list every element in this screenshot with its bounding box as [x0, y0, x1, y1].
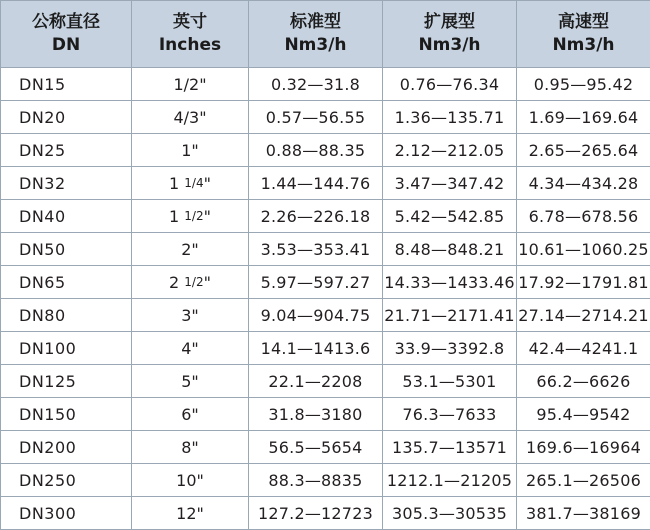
inch-main: 1/2	[173, 75, 199, 94]
cell-standard-type: 1.44—144.76	[249, 167, 383, 200]
inch-unit: "	[191, 372, 198, 391]
header-extended-type-line2: Nm3/h	[383, 34, 516, 57]
inch-fraction: 1/4	[184, 176, 203, 190]
cell-nominal-diameter: DN20	[1, 101, 132, 134]
cell-standard-type: 0.57—56.55	[249, 101, 383, 134]
inch-main: 2	[181, 240, 191, 259]
cell-inches	[132, 497, 249, 530]
inch-unit: "	[197, 471, 204, 490]
header-standard-type	[249, 1, 383, 68]
table-row	[1, 497, 650, 530]
inch-unit: "	[191, 306, 198, 325]
header-extended-type-line1: 扩展型	[383, 11, 516, 34]
table-row	[1, 398, 650, 431]
cell-high-speed-type: 95.4—9542	[517, 398, 650, 431]
cell-inches	[132, 101, 249, 134]
cell-inches	[132, 299, 249, 332]
header-inches-line1: 英寸	[132, 11, 248, 34]
inch-main: 2	[169, 273, 179, 292]
inch-main: 12	[176, 504, 196, 523]
header-high-speed-type-line1: 高速型	[517, 11, 650, 34]
cell-high-speed-type: 381.7—38169	[517, 497, 650, 530]
cell-standard-type: 56.5—5654	[249, 431, 383, 464]
header-high-speed-type	[517, 1, 650, 68]
cell-inches	[132, 200, 249, 233]
cell-standard-type: 127.2—12723	[249, 497, 383, 530]
table-row	[1, 167, 650, 200]
cell-nominal-diameter: DN150	[1, 398, 132, 431]
inch-unit: "	[191, 438, 198, 457]
cell-extended-type: 135.7—13571	[383, 431, 517, 464]
inch-unit: "	[204, 273, 211, 292]
cell-extended-type: 14.33—1433.46	[383, 266, 517, 299]
cell-nominal-diameter: DN250	[1, 464, 132, 497]
cell-inches	[132, 464, 249, 497]
cell-extended-type: 5.42—542.85	[383, 200, 517, 233]
cell-high-speed-type: 6.78—678.56	[517, 200, 650, 233]
header-nominal-diameter	[1, 1, 132, 68]
cell-nominal-diameter: DN125	[1, 365, 132, 398]
cell-nominal-diameter: DN65	[1, 266, 132, 299]
inch-main: 8	[181, 438, 191, 457]
cell-extended-type: 1.36—135.71	[383, 101, 517, 134]
inch-unit: "	[197, 504, 204, 523]
cell-standard-type: 0.32—31.8	[249, 68, 383, 101]
inch-main: 5	[181, 372, 191, 391]
inch-fraction: 1/2	[184, 275, 203, 289]
inch-unit: "	[191, 405, 198, 424]
cell-standard-type: 0.88—88.35	[249, 134, 383, 167]
cell-extended-type: 8.48—848.21	[383, 233, 517, 266]
header-nominal-diameter-line1: 公称直径	[1, 11, 131, 34]
cell-extended-type: 1212.1—21205	[383, 464, 517, 497]
inch-fraction: 1/2	[184, 209, 203, 223]
table-row	[1, 200, 650, 233]
cell-extended-type: 76.3—7633	[383, 398, 517, 431]
header-standard-type-line1: 标准型	[249, 11, 382, 34]
inch-unit: "	[204, 174, 211, 193]
cell-nominal-diameter: DN40	[1, 200, 132, 233]
cell-nominal-diameter: DN50	[1, 233, 132, 266]
table-row	[1, 134, 650, 167]
inch-unit: "	[204, 207, 211, 226]
cell-nominal-diameter: DN80	[1, 299, 132, 332]
cell-high-speed-type: 169.6—16964	[517, 431, 650, 464]
header-inches-line2: Inches	[132, 34, 248, 57]
cell-standard-type: 22.1—2208	[249, 365, 383, 398]
cell-nominal-diameter: DN300	[1, 497, 132, 530]
inch-main: 1	[169, 174, 179, 193]
cell-nominal-diameter: DN15	[1, 68, 132, 101]
cell-standard-type: 3.53—353.41	[249, 233, 383, 266]
header-standard-type-line2: Nm3/h	[249, 34, 382, 57]
cell-extended-type: 0.76—76.34	[383, 68, 517, 101]
cell-high-speed-type: 4.34—434.28	[517, 167, 650, 200]
cell-extended-type: 3.47—347.42	[383, 167, 517, 200]
cell-extended-type: 53.1—5301	[383, 365, 517, 398]
inch-main: 1	[169, 207, 179, 226]
header-nominal-diameter-line2: DN	[1, 34, 131, 57]
inch-main: 1	[181, 141, 191, 160]
inch-unit: "	[191, 141, 198, 160]
inch-unit: "	[191, 240, 198, 259]
cell-standard-type: 9.04—904.75	[249, 299, 383, 332]
cell-high-speed-type: 17.92—1791.81	[517, 266, 650, 299]
cell-inches	[132, 68, 249, 101]
inch-main: 10	[176, 471, 196, 490]
cell-standard-type: 14.1—1413.6	[249, 332, 383, 365]
header-row	[1, 1, 650, 68]
cell-nominal-diameter: DN200	[1, 431, 132, 464]
table-row	[1, 431, 650, 464]
table-row	[1, 464, 650, 497]
cell-high-speed-type: 42.4—4241.1	[517, 332, 650, 365]
cell-inches	[132, 431, 249, 464]
cell-inches	[132, 398, 249, 431]
table-row	[1, 101, 650, 134]
table-header	[1, 1, 650, 68]
inch-main: 4	[181, 339, 191, 358]
cell-high-speed-type: 1.69—169.64	[517, 101, 650, 134]
cell-inches	[132, 167, 249, 200]
header-inches	[132, 1, 249, 68]
header-high-speed-type-line2: Nm3/h	[517, 34, 650, 57]
inch-main: 4/3	[173, 108, 199, 127]
cell-nominal-diameter: DN25	[1, 134, 132, 167]
cell-extended-type: 2.12—212.05	[383, 134, 517, 167]
cell-high-speed-type: 27.14—2714.21	[517, 299, 650, 332]
cell-extended-type: 305.3—30535	[383, 497, 517, 530]
table-row	[1, 299, 650, 332]
cell-inches	[132, 266, 249, 299]
cell-extended-type: 21.71—2171.41	[383, 299, 517, 332]
table-body	[1, 68, 650, 530]
inch-unit: "	[191, 339, 198, 358]
table-row	[1, 332, 650, 365]
cell-standard-type: 88.3—8835	[249, 464, 383, 497]
cell-nominal-diameter: DN32	[1, 167, 132, 200]
cell-high-speed-type: 265.1—26506	[517, 464, 650, 497]
table-row	[1, 233, 650, 266]
cell-inches	[132, 332, 249, 365]
cell-standard-type: 2.26—226.18	[249, 200, 383, 233]
cell-inches	[132, 134, 249, 167]
inch-unit: "	[199, 108, 206, 127]
cell-nominal-diameter: DN100	[1, 332, 132, 365]
cell-standard-type: 5.97—597.27	[249, 266, 383, 299]
cell-inches	[132, 233, 249, 266]
cell-inches	[132, 365, 249, 398]
cell-extended-type: 33.9—3392.8	[383, 332, 517, 365]
cell-high-speed-type: 10.61—1060.25	[517, 233, 650, 266]
cell-high-speed-type: 2.65—265.64	[517, 134, 650, 167]
inch-main: 6	[181, 405, 191, 424]
cell-high-speed-type: 0.95—95.42	[517, 68, 650, 101]
table-row	[1, 266, 650, 299]
header-extended-type	[383, 1, 517, 68]
table-row	[1, 365, 650, 398]
inch-unit: "	[199, 75, 206, 94]
table-row	[1, 68, 650, 101]
cell-standard-type: 31.8—3180	[249, 398, 383, 431]
cell-high-speed-type: 66.2—6626	[517, 365, 650, 398]
inch-main: 3	[181, 306, 191, 325]
